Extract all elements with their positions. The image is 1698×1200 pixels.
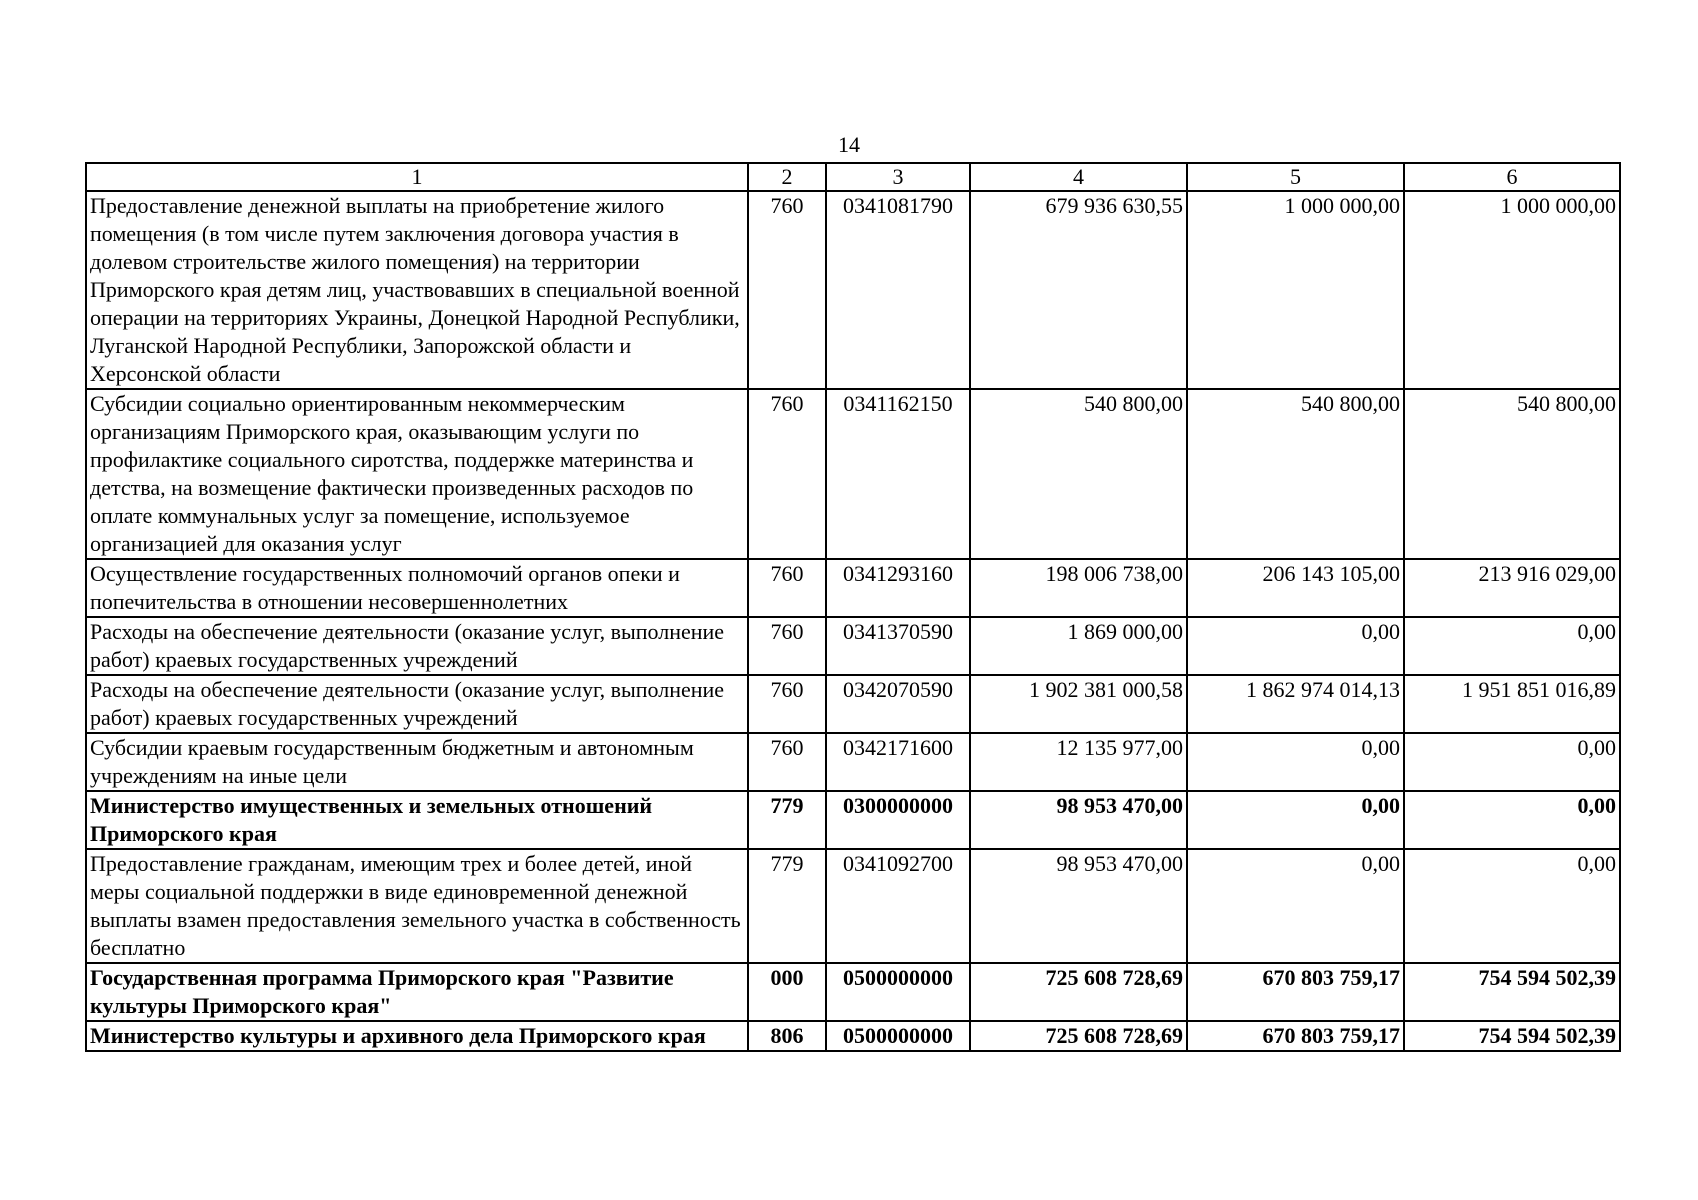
row-sum-2: 0,00 — [1187, 791, 1404, 849]
row-csr: 0300000000 — [826, 791, 970, 849]
row-sum-3: 540 800,00 — [1404, 389, 1620, 559]
table-row-total — [86, 1021, 1620, 1051]
row-name: Расходы на обеспечение деятельности (оказание услуг, выполнение работ) краевых государственных учреждений — [86, 617, 748, 675]
row-sum-1: 198 006 738,00 — [970, 559, 1187, 617]
row-csr: 0341092700 — [826, 849, 970, 963]
row-grbs: 779 — [748, 849, 826, 963]
header-col-6: 6 — [1404, 163, 1620, 191]
row-sum-2: 1 000 000,00 — [1187, 191, 1404, 389]
header-col-3: 3 — [826, 163, 970, 191]
table-row — [86, 675, 1620, 733]
row-csr: 0341162150 — [826, 389, 970, 559]
row-name: Расходы на обеспечение деятельности (оказание услуг, выполнение работ) краевых государственных учреждений — [86, 675, 748, 733]
row-sum-2: 670 803 759,17 — [1187, 1021, 1404, 1051]
table-row — [86, 559, 1620, 617]
row-name: Осуществление государственных полномочий органов опеки и попечительства в отношении несовершеннолетних — [86, 559, 748, 617]
row-sum-3: 0,00 — [1404, 791, 1620, 849]
row-sum-1: 725 608 728,69 — [970, 963, 1187, 1021]
row-sum-1: 540 800,00 — [970, 389, 1187, 559]
row-grbs: 760 — [748, 389, 826, 559]
row-sum-1: 1 869 000,00 — [970, 617, 1187, 675]
row-sum-2: 0,00 — [1187, 617, 1404, 675]
row-sum-3: 0,00 — [1404, 617, 1620, 675]
table-row-total — [86, 963, 1620, 1021]
row-sum-3: 1 951 851 016,89 — [1404, 675, 1620, 733]
row-grbs: 806 — [748, 1021, 826, 1051]
header-col-1: 1 — [86, 163, 748, 191]
row-sum-1: 98 953 470,00 — [970, 849, 1187, 963]
row-sum-3: 0,00 — [1404, 733, 1620, 791]
row-name: Предоставление гражданам, имеющим трех и более детей, иной меры социальной поддержки в виде единовременной денежной выплаты взамен предоставления земельного участка в собственность бесплатно — [86, 849, 748, 963]
table-row — [86, 191, 1620, 389]
row-sum-2: 1 862 974 014,13 — [1187, 675, 1404, 733]
row-name: Министерство культуры и архивного дела Приморского края — [86, 1021, 748, 1051]
row-sum-2: 540 800,00 — [1187, 389, 1404, 559]
row-grbs: 000 — [748, 963, 826, 1021]
row-csr: 0500000000 — [826, 1021, 970, 1051]
table-row — [86, 617, 1620, 675]
row-grbs: 779 — [748, 791, 826, 849]
row-sum-3: 754 594 502,39 — [1404, 963, 1620, 1021]
row-name: Субсидии краевым государственным бюджетным и автономным учреждениям на иные цели — [86, 733, 748, 791]
row-csr: 0341081790 — [826, 191, 970, 389]
row-grbs: 760 — [748, 559, 826, 617]
header-col-4: 4 — [970, 163, 1187, 191]
header-col-5: 5 — [1187, 163, 1404, 191]
row-sum-3: 213 916 029,00 — [1404, 559, 1620, 617]
row-grbs: 760 — [748, 191, 826, 389]
row-sum-2: 0,00 — [1187, 733, 1404, 791]
row-sum-1: 1 902 381 000,58 — [970, 675, 1187, 733]
page-number: 14 — [838, 132, 860, 157]
row-sum-2: 0,00 — [1187, 849, 1404, 963]
row-csr: 0341293160 — [826, 559, 970, 617]
row-name: Министерство имущественных и земельных отношений Приморского края — [86, 791, 748, 849]
budget-table — [85, 162, 1621, 1052]
row-sum-1: 725 608 728,69 — [970, 1021, 1187, 1051]
row-sum-3: 0,00 — [1404, 849, 1620, 963]
row-name: Предоставление денежной выплаты на приобретение жилого помещения (в том числе путем заключения договора участия в долевом строительстве жилого помещения) на территории Приморского края детям лиц, участвовавших в специальной военной операции на территориях Украины, Донецкой Народной Республики, Луганской Народной Республики, Запорожской области и Херсонской области — [86, 191, 748, 389]
row-sum-1: 98 953 470,00 — [970, 791, 1187, 849]
row-sum-2: 670 803 759,17 — [1187, 963, 1404, 1021]
row-sum-1: 12 135 977,00 — [970, 733, 1187, 791]
header-row — [86, 163, 1620, 191]
row-sum-3: 754 594 502,39 — [1404, 1021, 1620, 1051]
row-sum-2: 206 143 105,00 — [1187, 559, 1404, 617]
row-grbs: 760 — [748, 675, 826, 733]
row-grbs: 760 — [748, 733, 826, 791]
table-row — [86, 389, 1620, 559]
row-csr: 0342171600 — [826, 733, 970, 791]
table-row — [86, 849, 1620, 963]
row-csr: 0341370590 — [826, 617, 970, 675]
row-csr: 0500000000 — [826, 963, 970, 1021]
row-sum-3: 1 000 000,00 — [1404, 191, 1620, 389]
row-name: Государственная программа Приморского края "Развитие культуры Приморского края" — [86, 963, 748, 1021]
table-row-total — [86, 791, 1620, 849]
row-sum-1: 679 936 630,55 — [970, 191, 1187, 389]
row-name: Субсидии социально ориентированным некоммерческим организациям Приморского края, оказывающим услуги по профилактике социального сиротства, поддержке материнства и детства, на возмещение фактически произведенных расходов по оплате коммунальных услуг за помещение, используемое организацией для оказания услуг — [86, 389, 748, 559]
row-csr: 0342070590 — [826, 675, 970, 733]
table-row — [86, 733, 1620, 791]
row-grbs: 760 — [748, 617, 826, 675]
header-col-2: 2 — [748, 163, 826, 191]
